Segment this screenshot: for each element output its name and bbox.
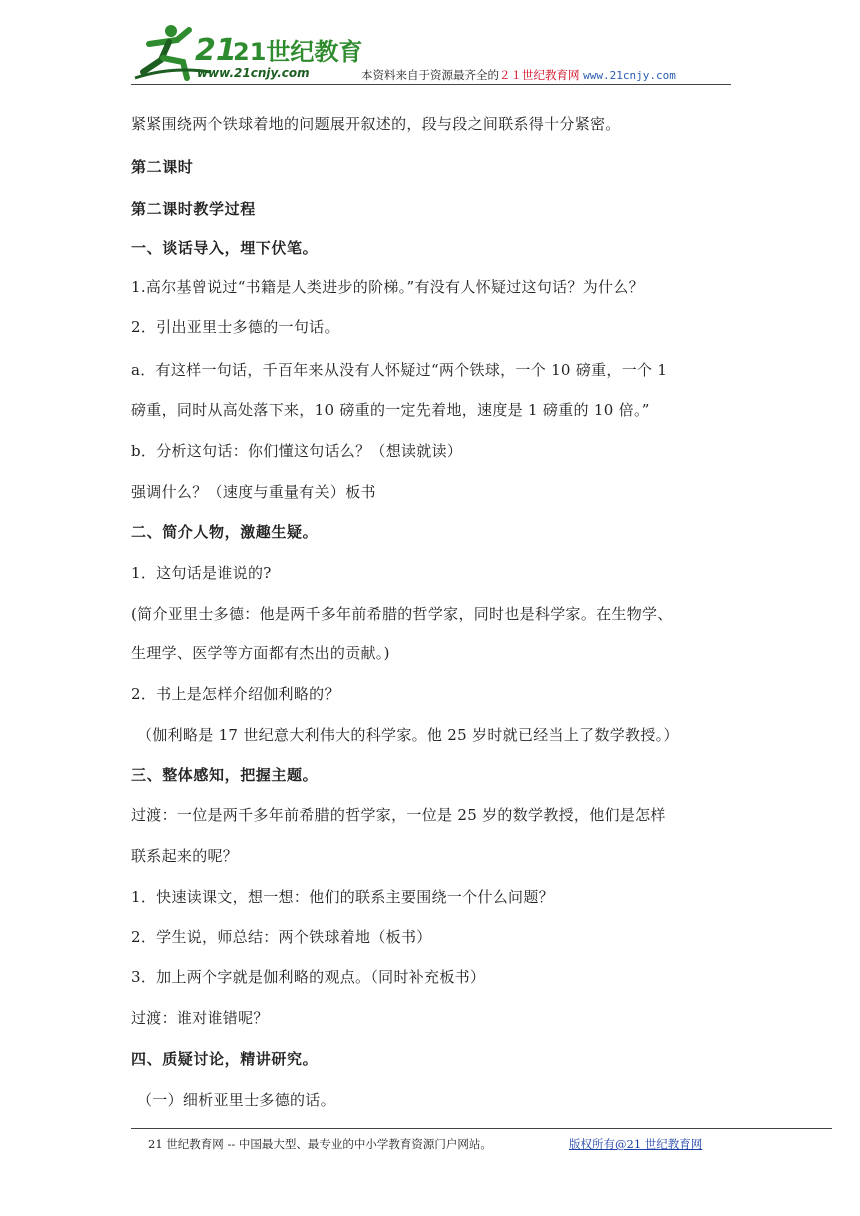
logo-text: 21世纪教育 [233, 38, 363, 66]
header-source-site: ２１世纪教育网 [499, 68, 580, 82]
section-heading: 一、谈话导入，埋下伏笔。 [131, 239, 319, 257]
site-logo [131, 22, 363, 84]
copyright-link[interactable]: 版权所有@21 世纪教育网 [569, 1137, 703, 1151]
body-text-line: 紧紧围绕两个铁球着地的问题展开叙述的，段与段之间联系得十分紧密。 [131, 115, 621, 133]
body-text-line: 磅重，同时从高处落下来，10 磅重的一定先着地，速度是 1 磅重的 10 倍。” [131, 401, 650, 419]
body-text-line: 3．加上两个字就是伽利略的观点。（同时补充板书） [131, 968, 486, 986]
header-divider [131, 84, 731, 85]
body-text-line: 2．引出亚里士多德的一句话。 [131, 318, 340, 336]
body-text-line: 过渡：一位是两千多年前希腊的哲学家，一位是 25 岁的数学教授，他们是怎样 [131, 806, 666, 824]
body-text-line: 过渡：谁对谁错呢？ [131, 1009, 269, 1027]
section-heading: 第二课时教学过程 [131, 200, 256, 218]
header-source-prefix: 本资料来自于资源最齐全的 [361, 68, 499, 82]
body-text-line: b．分析这句话：你们懂这句话么？（想读就读） [131, 442, 463, 460]
body-text-line: 2．学生说，师总结：两个铁球着地（板书） [131, 928, 432, 946]
logo-url: www.21cnjy.com [197, 66, 310, 80]
body-text-line: 联系起来的呢？ [131, 847, 239, 865]
body-text-line: （一）细析亚里士多德的话。 [137, 1091, 336, 1109]
body-text-line: a．有这样一句话，千百年来从没有人怀疑过“两个铁球，一个 10 磅重，一个 1 [131, 361, 668, 379]
section-heading: 第二课时 [131, 158, 194, 176]
section-heading: 二、简介人物，激趣生疑。 [131, 523, 319, 541]
body-text-line: （伽利略是 17 世纪意大利伟大的科学家。他 25 岁时就已经当上了数学教授。） [137, 726, 679, 744]
body-text-line: 强调什么？（速度与重量有关）板书 [131, 483, 376, 501]
body-text-line: 1.高尔基曾说过“书籍是人类进步的阶梯。”有没有人怀疑过这句话？为什么？ [131, 278, 644, 296]
svg-text:21: 21 [195, 33, 237, 68]
header-source-url: www.21cnjy.com [583, 69, 676, 82]
footer-text: 21 世纪教育网 -- 中国最大型、最专业的中小学教育资源门户网站。 [148, 1137, 492, 1151]
body-text-line: 1．这句话是谁说的? [131, 564, 272, 582]
page-footer [148, 1136, 703, 1152]
footer-divider [131, 1128, 832, 1129]
section-heading: 四、质疑讨论，精讲研究。 [131, 1050, 319, 1068]
header-source-line [361, 67, 676, 83]
body-text-line: 2．书上是怎样介绍伽利略的？ [131, 685, 340, 703]
body-text-line: 1．快速读课文，想一想：他们的联系主要围绕一个什么问题？ [131, 888, 554, 906]
body-text-line: (简介亚里士多德：他是两千多年前希腊的哲学家，同时也是科学家。在生物学、 [131, 605, 673, 623]
page-header [131, 22, 731, 88]
section-heading: 三、整体感知，把握主题。 [131, 766, 319, 784]
body-text-line: 生理学、医学等方面都有杰出的贡献。) [131, 644, 390, 662]
